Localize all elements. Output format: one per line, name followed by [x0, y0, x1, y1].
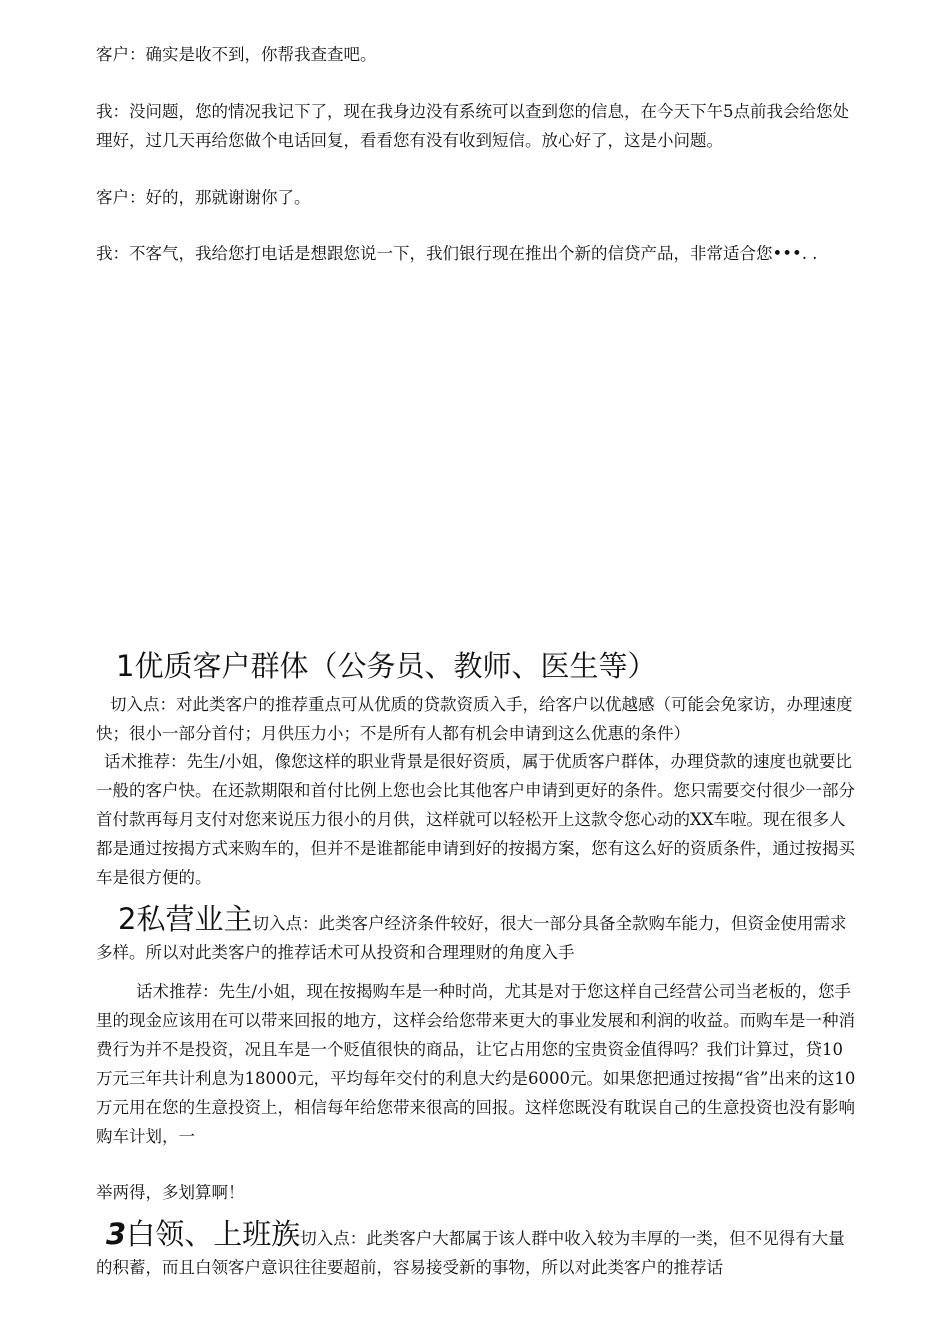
- section-2-entry-point: 切入点：此类客户经济条件较好，很大一部分具备全款购车能力，但资金使用需求多样。所以对此类客户的推荐话术可从投资和合理理财的角度入手: [96, 914, 847, 962]
- section-3-heading: [96, 1217, 300, 1251]
- dialogue-line-me-1: 我：没问题，您的情况我记下了，现在我身边没有系统可以查到您的信息，在今天下午5点前我会给您处理好，过几天再给您做个电话回复，看看您有没有收到短信。放心好了，这是小问题。: [96, 102, 849, 150]
- section-3-block: [96, 1217, 856, 1282]
- section-1-entry-point: 切入点：对此类客户的推荐重点可从优质的贷款资质入手，给客户以优越感（可能会免家访，办理速度快；很小一部分首付；月供压力小；不是所有人都有机会申请到这么优惠的条件）: [96, 695, 853, 743]
- section-2-block: [96, 902, 856, 967]
- section-2-heading: 2私营业主: [118, 902, 253, 936]
- section-1-heading: 1优质客户群体（公务员、教师、医生等）: [116, 649, 657, 683]
- section-3-heading-number: 3: [106, 1217, 127, 1251]
- section-2-script-end: 举两得，多划算啊！: [96, 1183, 245, 1202]
- section-2-script: 话术推荐：先生/小姐，现在按揭购车是一种时尚，尤其是对于您这样自己经营公司当老板的，您手里的现金应该用在可以带来回报的地方，这样会给您带来更大的事业发展和利润的收益。而购车是一种消费行为并不是投资，况且车是一个贬值很快的商品，让它占用您的宝贵资金值得吗？我们计算过，贷10万元三年共计利息为18000元，平均每年交付的利息大约是6000元。如果您把通过按揭“省”出来的这10万元用在您的生意投资上，相信每年给您带来很高的回报。这样您既没有耽误自己的生意投资也没有影响购车计划，一: [96, 982, 856, 1146]
- section-3-heading-text: 白领、上班族: [126, 1217, 301, 1251]
- dialogue-line-customer-2: 客户：好的，那就谢谢你了。: [96, 188, 311, 207]
- dialogue-line-me-2: 我：不客气，我给您打电话是想跟您说一下，我们银行现在推出个新的信贷产品，非常适合您•••. .: [96, 244, 818, 263]
- dialogue-line-customer-1: 客户：确实是收不到，你帮我查查吧。: [96, 45, 377, 64]
- section-3-entry-point: 切入点：此类客户大都属于该人群中收入较为丰厚的一类，但不见得有大量的积蓄，而且白领客户意识往往要超前，容易接受新的事物，所以对此类客户的推荐话: [96, 1229, 845, 1277]
- section-1-script: 话术推荐：先生/小姐，像您这样的职业背景是很好资质，属于优质客户群体，办理贷款的速度也就要比一般的客户快。在还款期限和首付比例上您也会比其他客户申请到更好的条件。您只需要交付很少一部分首付款再每月支付对您来说压力很小的月供，这样就可以轻松开上这款令您心动的XX车啦。现在很多人都是通过按揭方式来购车的，但并不是谁都能申请到好的按揭方案，您有这么好的资质条件，通过按揭买车是很方便的。: [96, 752, 855, 887]
